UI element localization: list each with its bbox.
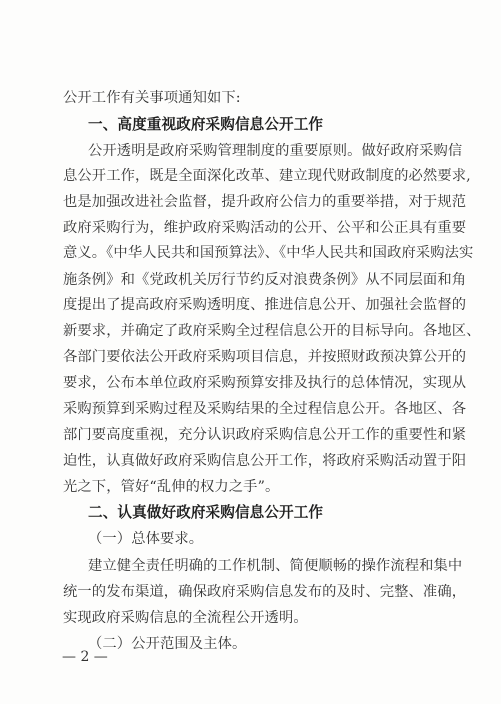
subsection-heading-1: （一）总体要求。 bbox=[88, 531, 204, 547]
page-number: — 2 — bbox=[62, 649, 108, 665]
intro-line: 公开工作有关事项通知如下: bbox=[63, 90, 241, 106]
paragraph-line: 公开透明是政府采购管理制度的重要原则。做好政府采购信 bbox=[88, 143, 463, 159]
paragraph-line: 统一的发布渠道，确保政府采购信息发布的及时、完整、准确， bbox=[63, 584, 467, 600]
paragraph-line: 息公开工作，既是全面深化改革、建立现代财政制度的必然要求, bbox=[63, 168, 471, 184]
paragraph-line: 政府采购行为，维护政府采购活动的公开、公平和公正具有重要 bbox=[63, 220, 467, 236]
paragraph-line: 建立健全责任明确的工作机制、简便顺畅的操作流程和集中 bbox=[88, 558, 463, 574]
paragraph-line: 意义。《中华人民共和国预算法》、《中华人民共和国政府采购法实 bbox=[63, 245, 474, 261]
paragraph-line: 实现政府采购信息的全流程公开透明。 bbox=[63, 610, 308, 626]
paragraph-line: 采购预算到采购过程及采购结果的全过程信息公开。各地区、各 bbox=[63, 401, 467, 417]
paragraph-line: 部门要高度重视，充分认识政府采购信息公开工作的重要性和紧 bbox=[63, 427, 467, 443]
paragraph-line: 新要求，并确定了政府采购全过程信息公开的目标导向。各地区、 bbox=[63, 323, 481, 339]
paragraph-line: 光之下，管好“乱伸的权力之手”。 bbox=[63, 479, 280, 495]
paragraph-line: 要求，公布本单位政府采购预算安排及执行的总体情况，实现从 bbox=[63, 375, 467, 391]
subsection-heading-2: （二）公开范围及主体。 bbox=[88, 636, 247, 652]
section-heading-1: 一、高度重视政府采购信息公开工作 bbox=[88, 116, 324, 133]
paragraph-line: 度提出了提高政府采购透明度、推进信息公开、加强社会监督的 bbox=[63, 297, 467, 313]
paragraph-line: 迫性，认真做好政府采购信息公开工作，将政府采购活动置于阳 bbox=[63, 453, 467, 469]
paragraph-line: 也是加强改进社会监督，提升政府公信力的重要举措，对于规范 bbox=[63, 194, 467, 210]
paragraph-line: 各部门要依法公开政府采购项目信息，并按照财政预决算公开的 bbox=[63, 349, 467, 365]
paragraph-line: 施条例》和《党政机关厉行节约反对浪费条例》从不同层面和角 bbox=[63, 272, 467, 288]
section-heading-2: 二、认真做好政府采购信息公开工作 bbox=[88, 504, 324, 521]
